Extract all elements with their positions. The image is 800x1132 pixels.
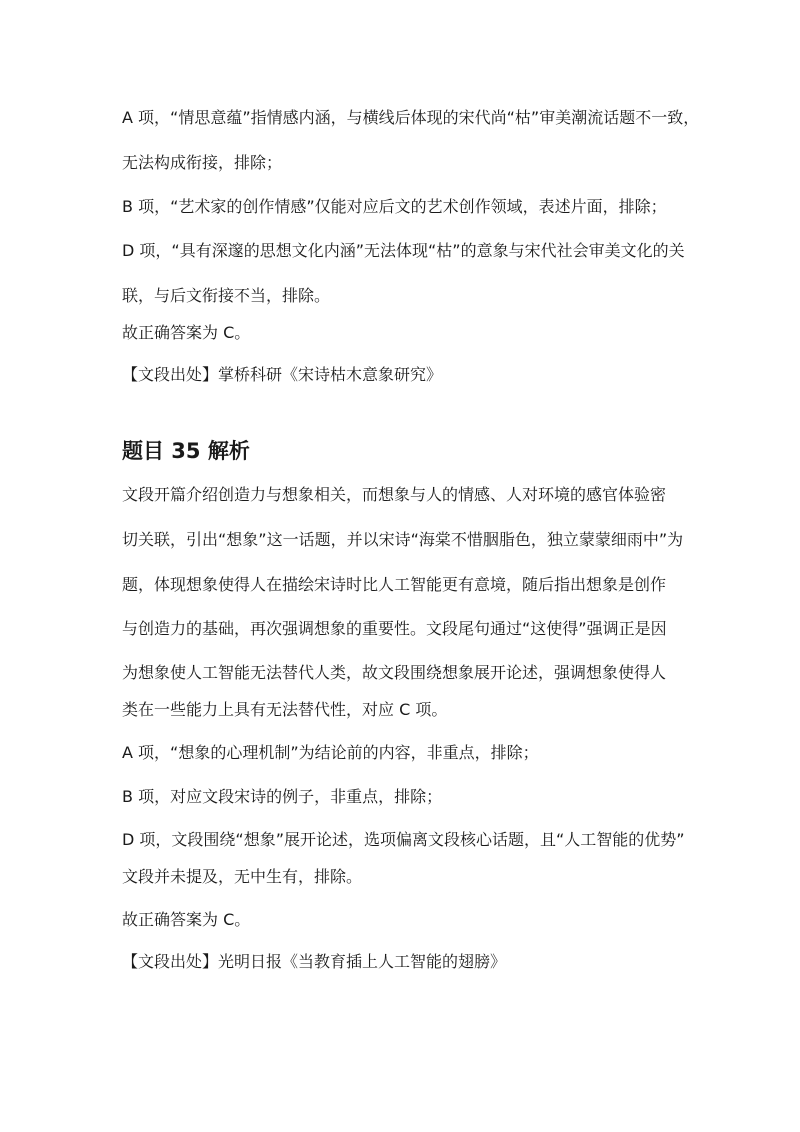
source-line: 【文段出处】掌桥科研《宋诗枯木意象研究》: [122, 365, 443, 384]
text-line: 类在一些能力上具有无法替代性，对应 C 项。: [122, 700, 448, 719]
option-d-line: D 项，文段围绕“想象”展开论述，选项偏离文段核心话题，且“人工智能的优势”: [122, 830, 685, 849]
section-heading: 题目 35 解析: [122, 439, 250, 463]
option-b-line: B 项，对应文段宋诗的例子，非重点，排除；: [122, 787, 443, 806]
text-line: 与创造力的基础，再次强调想象的重要性。文段尾句通过“这使得”强调正是因: [122, 619, 667, 638]
text-line: 题，体现想象使得人在描绘宋诗时比人工智能更有意境，随后指出想象是创作: [122, 575, 667, 594]
text-line: D 项，“具有深邃的思想文化内涵”无法体现“枯”的意象与宋代社会审美文化的关: [122, 241, 685, 260]
text-line: 无法构成衔接，排除；: [122, 153, 283, 172]
answer-line: 故正确答案为 C。: [122, 323, 251, 342]
text-line: B 项，“艺术家的创作情感”仅能对应后文的艺术创作领域，表述片面，排除；: [122, 197, 667, 216]
text-line: 文段并未提及，无中生有，排除。: [122, 867, 363, 886]
text-line: 联，与后文衔接不当，排除。: [122, 286, 331, 305]
text-line: 文段开篇介绍创造力与想象相关，而想象与人的情感、人对环境的感官体验密: [122, 485, 667, 504]
option-a-line: A 项，“想象的心理机制”为结论前的内容，非重点，排除；: [122, 743, 539, 762]
text-line: A 项，“情思意蕴”指情感内涵，与横线后体现的宋代尚“枯”审美潮流话题不一致，: [122, 108, 700, 127]
answer-line: 故正确答案为 C。: [122, 910, 251, 929]
text-line: 切关联，引出“想象”这一话题，并以宋诗“海棠不惜胭脂色，独立蒙蒙细雨中”为: [122, 530, 684, 549]
source-line: 【文段出处】光明日报《当教育插上人工智能的翅膀》: [122, 952, 507, 971]
text-line: 为想象使人工智能无法替代人类，故文段围绕想象展开论述，强调想象使得人: [122, 663, 667, 682]
